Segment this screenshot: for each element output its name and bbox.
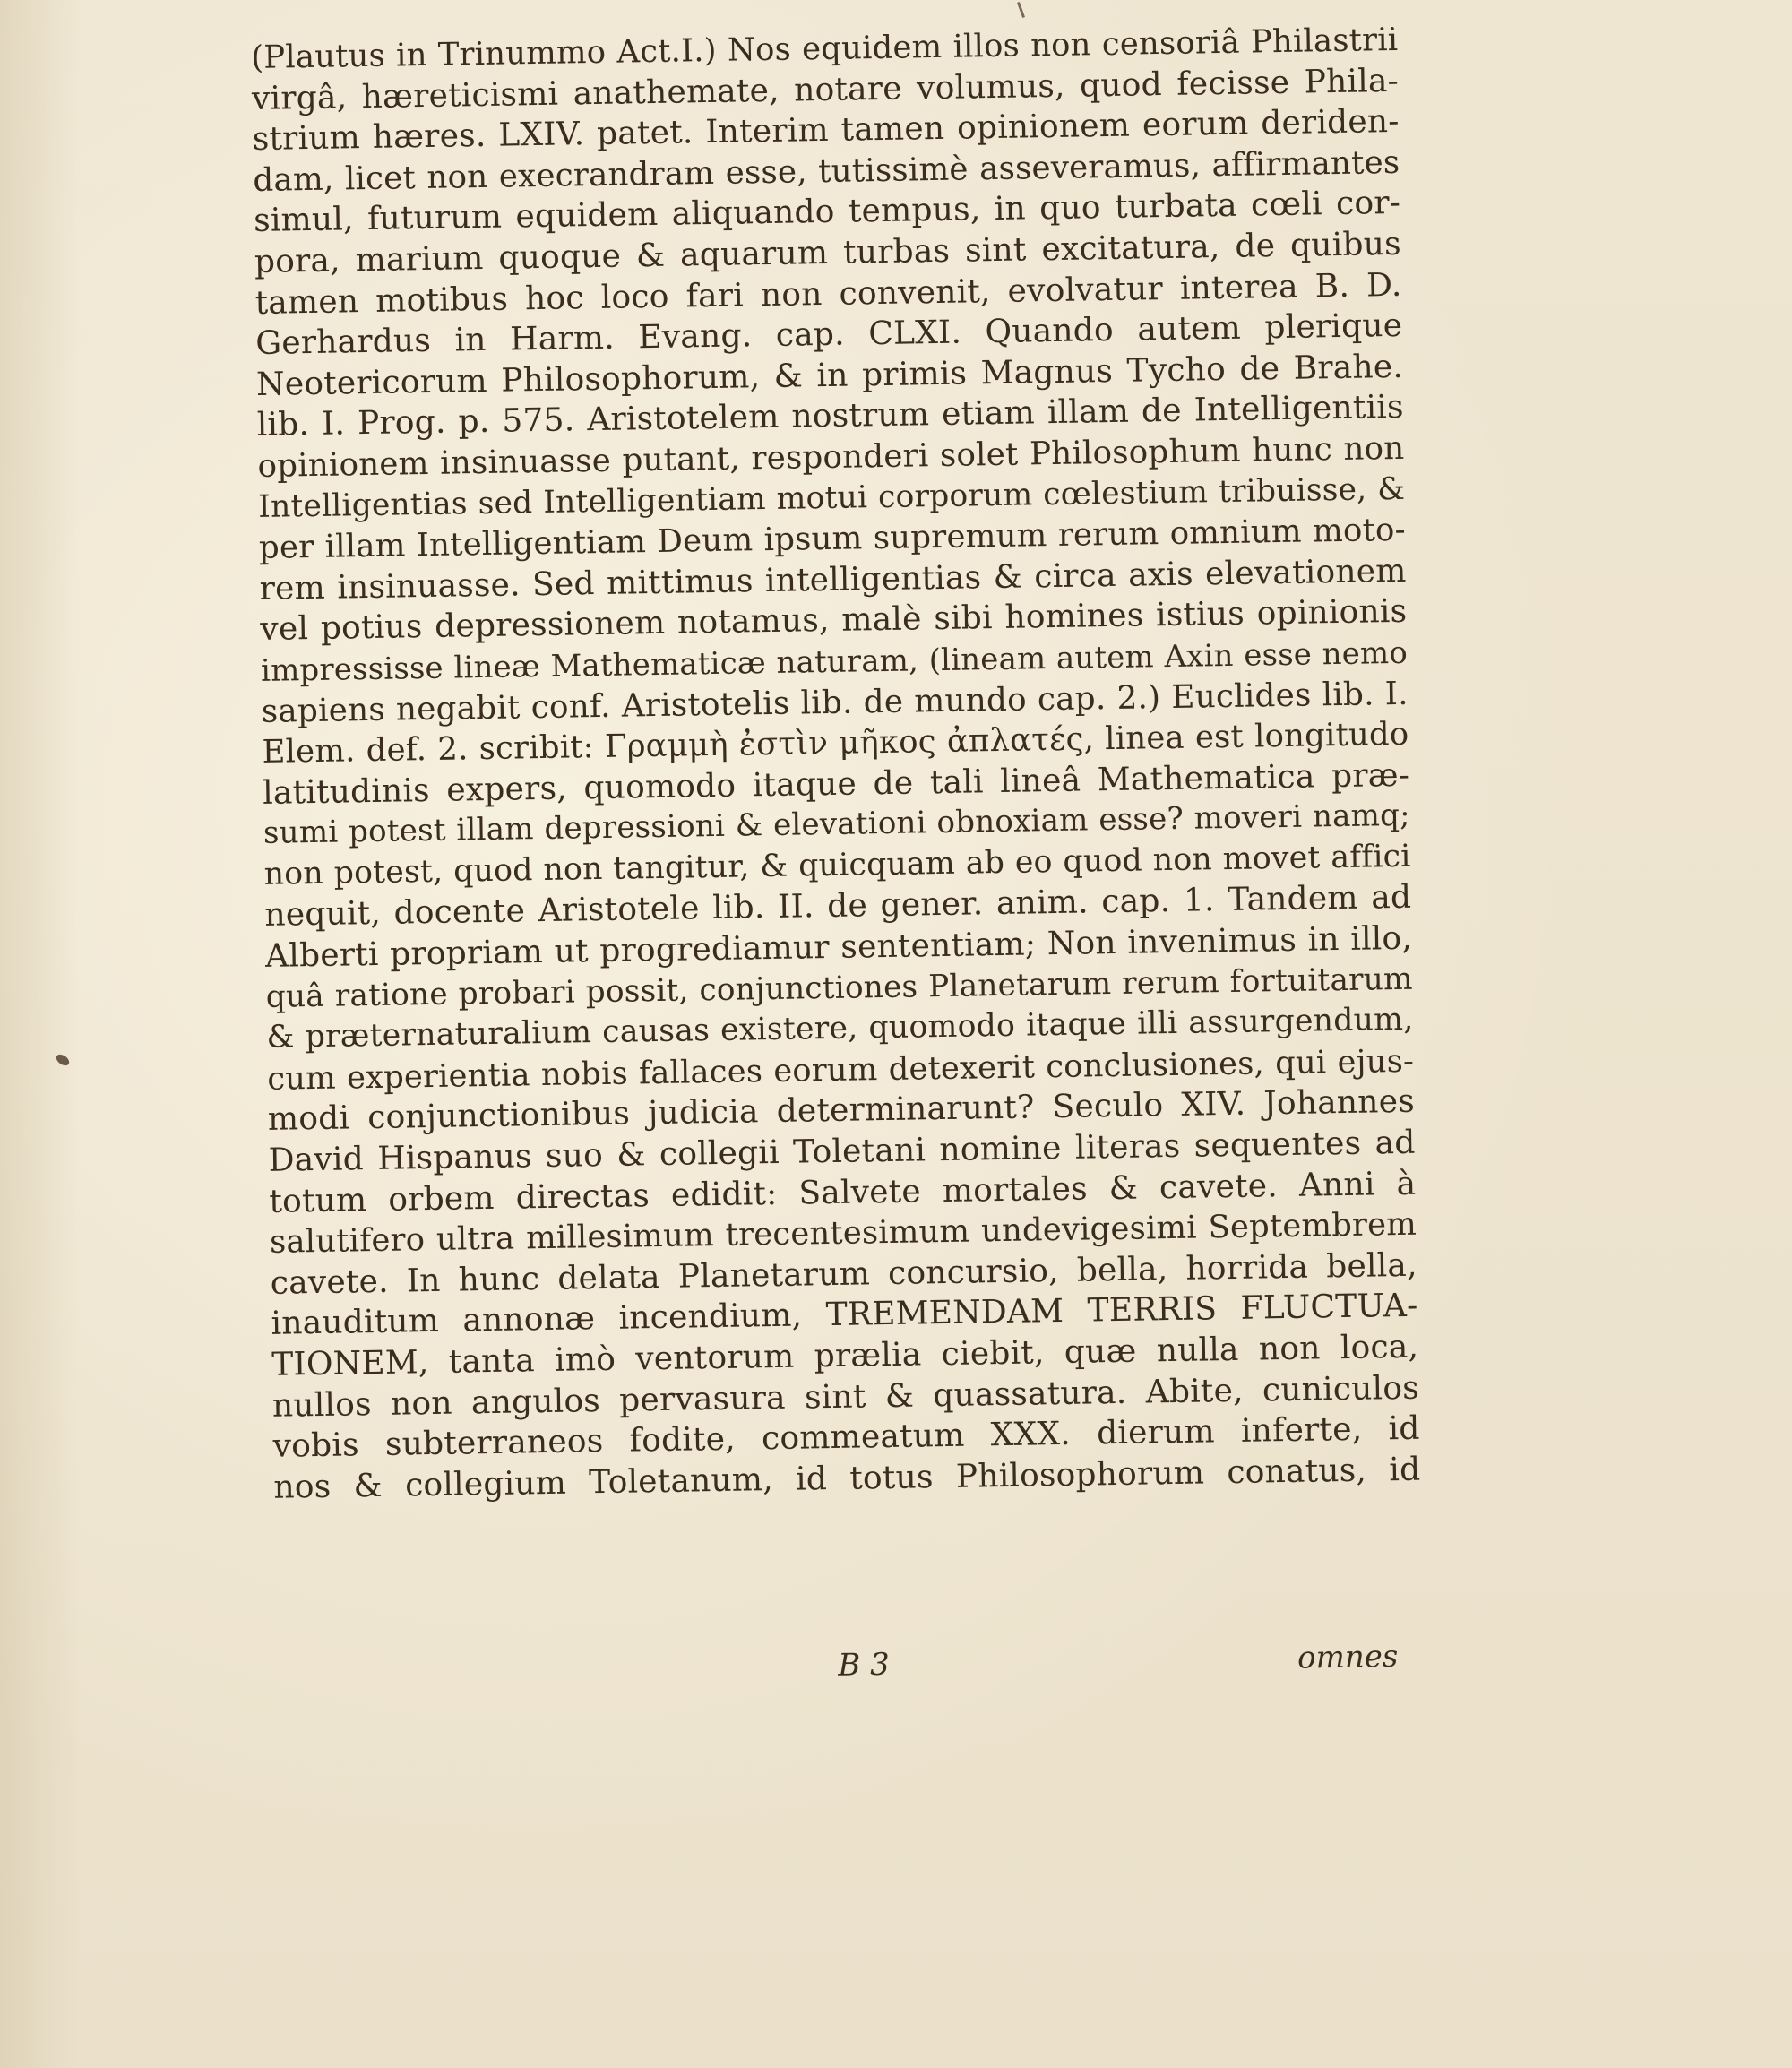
text-line: Elem. def. 2. scribit: Γραμμὴ ἐστὶν μῆκος ἀπλατές, linea est longitudo — [262, 715, 1409, 771]
text-line: tamen motibus hoc loco fari non convenit, evolvatur interea B. D. — [254, 266, 1402, 322]
signature-mark: B 3 — [838, 1646, 891, 1684]
ink-speck — [55, 1052, 72, 1067]
text-line: pora, marium quoque & aquarum turbas sint excitatura, de quibus — [254, 225, 1402, 280]
text-line: nequit, docente Aristotele lib. II. de gener. anim. cap. 1. Tandem ad — [264, 879, 1412, 935]
text-line: Neotericorum Philosophorum, & in primis Magnus Tycho de Brahe. — [255, 348, 1404, 403]
page-footer — [251, 1633, 1399, 1696]
text-line: cavete. In hunc delata Planetarum concursio, bella, horrida bella, — [270, 1246, 1418, 1302]
text-line: latitudinis expers, quomodo itaque de tali lineâ Mathematica præ- — [262, 756, 1410, 812]
text-line: vobis subterraneos fodite, commeatum XXX. dierum inferte, id — [272, 1409, 1420, 1465]
text-line: non potest, quod non tangitur, & quicquam ab eo quod non movet affici — [263, 838, 1411, 892]
text-line: modi conjunctionibus judicia determinarunt? Seculo XIV. Johannes — [267, 1083, 1416, 1139]
text-line: Gerhardus in Harm. Evang. cap. CLXI. Quando autem plerique — [255, 307, 1403, 363]
text-line: simul, futurum equidem aliquando tempus, in quo turbata cœli cor- — [253, 185, 1401, 240]
text-line: Alberti propriam ut progrediamur sententiam; Non invenimus in illo, — [264, 919, 1413, 975]
text-line: per illam Intelligentiam Deum ipsum supremum rerum omnium moto- — [258, 511, 1407, 567]
catchword: omnes — [1297, 1638, 1399, 1676]
body-text — [251, 20, 1421, 1508]
text-line: David Hispanus suo & collegii Toletani nomine literas sequentes ad — [268, 1124, 1416, 1179]
text-line: nos & collegium Toletanum, id totus Philosophorum conatus, id — [273, 1451, 1421, 1506]
text-line: totum orbem directas edidit: Salvete mortales & cavete. Anni à — [269, 1165, 1417, 1220]
text-line: lib. I. Prog. p. 575. Aristotelem nostrum etiam illam de Intelligentiis — [256, 389, 1404, 444]
text-line: rem insinuasse. Sed mittimus intelligentias & circa axis elevationem — [259, 552, 1407, 607]
text-line: TIONEM, tanta imò ventorum prælia ciebit, quæ nulla non loca, — [271, 1328, 1419, 1383]
text-line: Intelligentias sed Intelligentiam motui corporum cœlestium tribuisse, & — [257, 470, 1406, 525]
text-line: opinionem insinuasse putant, responderi solet Philosophum hunc non — [257, 429, 1405, 485]
text-line: nullos non angulos pervasura sint & quassatura. Abite, cuniculos — [271, 1369, 1420, 1425]
text-line: dam, licet non execrandram esse, tutissimè asseveramus, affirmantes — [253, 143, 1400, 199]
text-line: quâ ratione probari possit, conjunctiones Planetarum rerum fortuitarum — [265, 961, 1413, 1015]
text-line: vel potius depressionem notamus, malè sibi homines istius opinionis — [260, 593, 1408, 649]
text-line: (Plautus in Trinummo Act.I.) Nos equidem illos non censoriâ Philastrii — [251, 21, 1399, 76]
text-line: strium hæres. LXIV. patet. Interim tamen opinionem eorum deriden- — [252, 103, 1400, 159]
text-line: salutifero ultra millesimum trecentesimum undevigesimi Septembrem — [269, 1205, 1417, 1262]
paper-mark — [1017, 2, 1025, 18]
text-line: inauditum annonæ incendium, TREMENDAM TERRIS FLUCTUA- — [271, 1288, 1418, 1343]
text-line: sapiens negabit conf. Aristotelis lib. de mundo cap. 2.) Euclides lib. I. — [261, 675, 1409, 730]
text-line: & præternaturalium causas existere, quomodo itaque illi assurgendum, — [266, 1002, 1414, 1056]
text-line: sumi potest illam depressioni & elevationi obnoxiam esse? moveri namq; — [263, 797, 1411, 852]
text-line: virgâ, hæreticismi anathemate, notare volumus, quod fecisse Phila- — [251, 62, 1400, 117]
text-line: impressisse lineæ Mathematicæ naturam, (lineam autem Axin esse nemo — [260, 634, 1409, 688]
text-line: cum experientia nobis fallaces eorum detexerit conclusiones, qui ejus- — [266, 1042, 1415, 1098]
